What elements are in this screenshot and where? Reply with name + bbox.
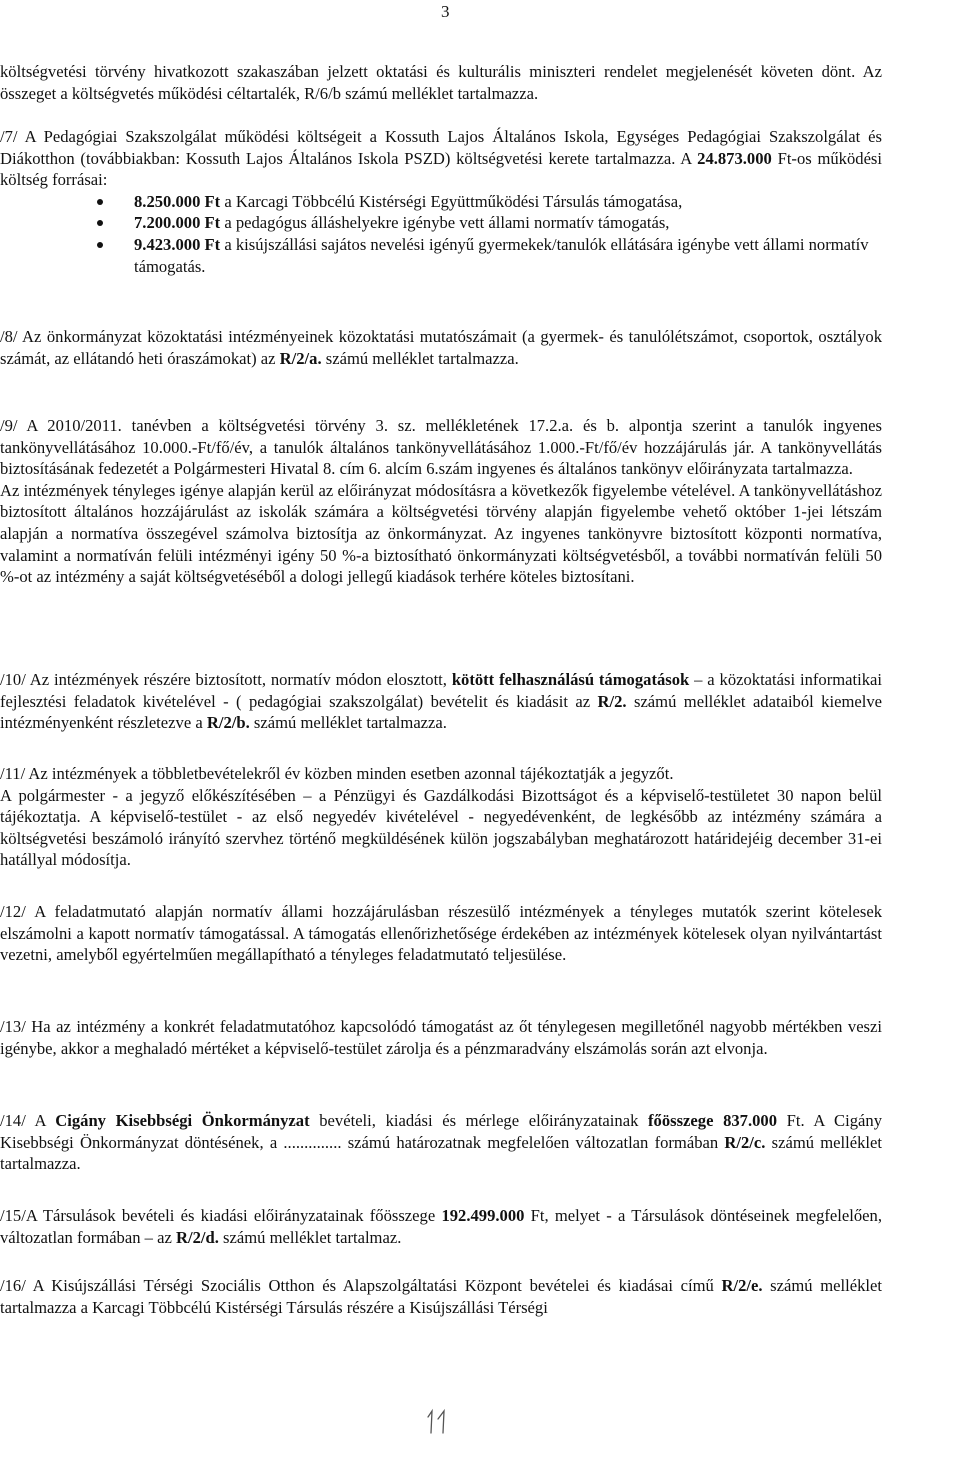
bullet-icon [97, 220, 103, 226]
item-amount: 9.423.000 Ft [134, 234, 221, 254]
p10-ref2: R/2/b. [206, 713, 250, 733]
page-number: 3 [441, 2, 450, 21]
p15-text: /15/A Társulások bevételi és kiadási előirányzatainak főösszege [0, 1206, 442, 1225]
paragraph-11 [0, 763, 882, 871]
paragraph-12 [0, 901, 882, 966]
bullet-icon [97, 199, 103, 205]
p10-text: /10/ Az intézmények részére biztosított, normatív módon elosztott, [0, 670, 452, 689]
p14-text: /14/ A [0, 1111, 56, 1130]
p16-text: /16/ A Kisújszállási Térségi Szociális Otthon és Alapszolgáltatási Központ bevételei és kiadásai című [0, 1276, 722, 1295]
p7-text: /7/ A Pedagógiai Szakszolgálat működési költségeit a Kossuth Lajos Általános Iskola, Egységes Pedagógiai Szakszolgálat és Diákotthon (továbbiakban: Kossuth Lajos Általános Iskola PSZD) költségvetési kerete tartalmazza. A [0, 127, 882, 168]
p14-text4: számú melléklet tartalmazza. [0, 1132, 882, 1174]
p16-text2: számú melléklet tartalmazza a Karcagi Többcélú Kistérségi Társulás részére a Kisújszállási Térségi [0, 1276, 882, 1317]
p7-suffix: Ft-os működési költség forrásai: [0, 148, 883, 190]
p10-ref1: R/2. [597, 691, 627, 711]
p15-text2: Ft, melyet - a Társulások döntéseinek megfelelően, változatlan formában – az [0, 1206, 882, 1247]
paragraph-8 [0, 326, 882, 369]
p14-ref: R/2/c. [724, 1132, 766, 1152]
intro-paragraph [0, 61, 882, 104]
p13-text: /13/ Ha az intézmény a konkrét feladatmutatóhoz kapcsolódó támogatást az őt ténylegesen megilletőnél nagyobb mértékben veszi igénybe, akkor a meghaladó mértéket a képviselő-testület zárolja és a pénzmaradvány elszámolás során azt elvonja. [0, 1017, 882, 1058]
paragraph-14 [0, 1110, 882, 1175]
p14-bold1: Cigány Kisebbségi Önkormányzat [55, 1111, 310, 1130]
p15-text3: számú melléklet tartalmaz. [218, 1227, 402, 1247]
p14-text2: bevételi, kiadási és mérlege előirányzatainak [309, 1111, 649, 1130]
funding-list [0, 191, 882, 277]
p10-text4: számú melléklet tartalmazza. [249, 713, 447, 733]
p9-text2: Az intézmények tényleges igénye alapján kerül az előirányzat módosításra a következők figyelembe vételével. A tankönyvellátáshoz biztosított általános hozzájárulást az iskolák számára a költségvetési törvény alapján figyelembe vehető október 1-jei létszám alapján a normatíva összegével számolva biztosítja az önkormányzat. Az ingyenes tankönyvre biztosított központi normatíva, valamint a normatíván felüli intézményi igény 50 %-a biztosítható önkormányzati költségvetésből, a további normatíván felüli 50 %-ot az intézmény a saját költségvetéséből a dologi jellegű kiadások terhére köteles biztosítani. [0, 480, 882, 587]
p14-bold2: főösszege 837.000 [648, 1111, 778, 1130]
p8-text: /8/ Az önkormányzat közoktatási intézményeinek közoktatási mutatószámait (a gyermek- és tanulólétszámot, csoportok, osztályok számát, az ellátandó heti óraszámokat) az [0, 327, 882, 368]
item-text: a pedagógus álláshelyekre igénybe vett állami normatív támogatás, [220, 213, 670, 233]
p7-amount: 24.873.000 [697, 148, 772, 168]
p9-text1: /9/ A 2010/2011. tanévben a költségvetési törvény 3. sz. mellékletének 17.2.a. és b. alpontja szerint a tanulók ingyenes tankönyvellátásához 10.000.-Ft/fő/év, a tanulók általános tankönyvellátásához 1.000.-Ft/fő/év hozzájárulás jár. A tankönyvellátás biztosításának fedezetét a Polgármesteri Hivatal 8. cím 6. alcím 6.szám ingyenes és általános tankönyv előirányzata tartalmazza. [0, 416, 882, 479]
p11-text1: /11/ Az intézmények a többletbevételekről év közben minden esetben azonnal tájékoztatják a jegyzőt. [0, 764, 674, 783]
list-item [0, 191, 882, 213]
list-item [0, 212, 882, 234]
p11-text2: A polgármester - a jegyző előkészítésében – a Pénzügyi és Gazdálkodási Bizottságot és a képviselő-testületet 30 napon belül tájékoztatja. A képviselő-testület - az első negyedév kivételével - negyedévenként, de legkésőbb az intézmény számára a költségvetési beszámoló irányító szervhez történő megküldésének külön jogszabályban meghatározott határidejéig december 31-ei hatállyal módosítja. [0, 785, 882, 870]
p16-ref: R/2/e. [721, 1276, 763, 1295]
intro-text: költségvetési törvény hivatkozott szakaszában jelzett oktatási és kulturális miniszteri rendelet megjelenését követen dönt. Az összeget a költségvetés működési céltartalék, R/6/b számú melléklet tartalmazza. [0, 62, 882, 103]
paragraph-7 [0, 126, 882, 277]
handwritten-mark [420, 1405, 460, 1437]
paragraph-16 [0, 1275, 882, 1318]
p10-text3: számú melléklet adataiból kiemelve intézményenként részletezve a [0, 691, 882, 733]
p15-ref: R/2/d. [176, 1227, 219, 1247]
p8-suffix: számú melléklet tartalmazza. [321, 348, 519, 368]
paragraph-15 [0, 1205, 882, 1248]
paragraph-10 [0, 669, 882, 734]
item-amount: 8.250.000 Ft [134, 191, 221, 211]
item-text: a kisújszállási sajátos nevelési igényű gyermekek/tanulók ellátására igénybe vett állami normatív támogatás. [134, 234, 869, 276]
p10-text2: – a közoktatási informatikai fejlesztési feladatok kivételével - ( pedagógiai szakszolgálat) bevételit és kiadásit az [0, 670, 882, 711]
paragraph-13 [0, 1016, 882, 1059]
paragraph-9 [0, 415, 882, 588]
bullet-icon [97, 242, 103, 248]
item-text: a Karcagi Többcélú Kistérségi Együttműködési Társulás támogatása, [220, 191, 683, 211]
item-amount: 7.200.000 Ft [134, 213, 221, 233]
p14-text3: Ft. A Cigány Kisebbségi Önkormányzat döntésének, a .............. számú határozatnak megfelelően változatlan formában [0, 1111, 882, 1152]
p12-text: /12/ A feladatmutató alapján normatív állami hozzájárulásban részesülő intézmények a tényleges mutatók szerint kötelesek elszámolni a kapott normatív támogatással. A támogatás ellenőrizhetősége érdekében az intézmények kötelesek olyan nyilvántartást vezetni, amelyből egyértelműen megállapítható a tényleges feladatmutató teljesülése. [0, 902, 882, 965]
p8-ref: R/2/a. [279, 348, 322, 368]
p15-bold: 192.499.000 [441, 1206, 525, 1225]
list-item [0, 234, 882, 277]
p10-bold: kötött felhasználású támogatások [451, 670, 690, 689]
